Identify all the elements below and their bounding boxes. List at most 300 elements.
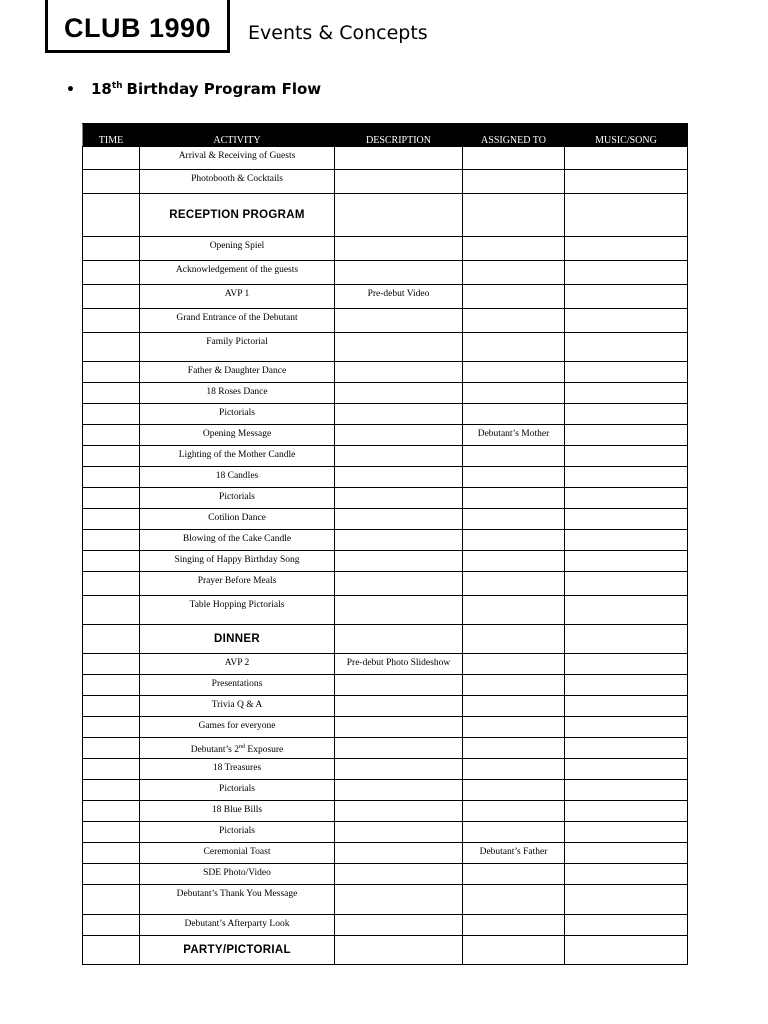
description-cell — [335, 425, 463, 446]
table-row — [83, 147, 688, 170]
music-song-cell — [565, 261, 688, 285]
activity-cell — [140, 654, 335, 675]
activity-cell — [140, 936, 335, 965]
assigned-to-cell — [463, 551, 565, 572]
music-song-cell — [565, 404, 688, 425]
time-cell — [83, 596, 140, 625]
activity-cell-text: Trivia Q & A — [211, 700, 263, 710]
assigned-to-cell — [463, 759, 565, 780]
activity-cell — [140, 822, 335, 843]
activity-cell — [140, 572, 335, 596]
time-cell-text — [85, 383, 137, 387]
description-cell-text — [337, 936, 460, 940]
assigned-to-cell-text — [465, 467, 562, 471]
music-song-cell-text — [567, 147, 685, 151]
music-song-cell — [565, 425, 688, 446]
activity-cell — [140, 467, 335, 488]
assigned-to-cell — [463, 194, 565, 237]
time-cell — [83, 170, 140, 194]
time-cell — [83, 446, 140, 467]
time-cell — [83, 864, 140, 885]
music-song-cell-text — [567, 915, 685, 919]
time-cell-text — [85, 467, 137, 471]
activity-cell-text: PARTY/PICTORIAL — [183, 943, 291, 956]
time-cell-text — [85, 362, 137, 366]
music-song-cell — [565, 843, 688, 864]
description-cell-text — [337, 780, 460, 784]
music-song-cell — [565, 675, 688, 696]
table-row — [83, 404, 688, 425]
assigned-to-cell-text — [465, 446, 562, 450]
music-song-cell-text — [567, 864, 685, 868]
music-song-cell-text — [567, 596, 685, 600]
assigned-to-cell — [463, 596, 565, 625]
table-row — [83, 596, 688, 625]
time-cell-text — [85, 696, 137, 700]
time-cell-text — [85, 717, 137, 721]
music-song-cell-text — [567, 425, 685, 429]
time-cell — [83, 509, 140, 530]
tagline: Events & Concepts — [248, 22, 428, 44]
time-cell — [83, 309, 140, 333]
activity-cell-text: Debutant’s Afterparty Look — [184, 919, 290, 929]
description-cell-text — [337, 717, 460, 721]
time-cell — [83, 572, 140, 596]
music-song-cell-text — [567, 843, 685, 847]
description-cell — [335, 237, 463, 261]
time-cell — [83, 488, 140, 509]
table-row — [83, 237, 688, 261]
table-row — [83, 530, 688, 551]
activity-cell-text: Games for everyone — [198, 721, 276, 731]
activity-cell — [140, 780, 335, 801]
music-song-cell — [565, 333, 688, 362]
assigned-to-cell — [463, 530, 565, 551]
time-cell — [83, 404, 140, 425]
activity-cell — [140, 843, 335, 864]
activity-cell — [140, 362, 335, 383]
description-cell — [335, 596, 463, 625]
activity-cell — [140, 285, 335, 309]
heading-number-suffix: th — [111, 81, 123, 91]
time-cell-text — [85, 675, 137, 679]
activity-cell-text: Pictorials — [219, 408, 255, 418]
activity-cell — [140, 425, 335, 446]
activity-cell-text: Debutant’s 2nd Exposure — [190, 744, 284, 755]
assigned-to-cell-text — [465, 404, 562, 408]
description-cell-text — [337, 446, 460, 450]
assigned-to-cell-text — [465, 261, 562, 265]
assigned-to-cell-text — [465, 822, 562, 826]
time-cell — [83, 780, 140, 801]
activity-cell-text: AVP 1 — [224, 289, 250, 299]
assigned-to-cell — [463, 780, 565, 801]
activity-cell-text: Pictorials — [219, 492, 255, 502]
table-row — [83, 654, 688, 675]
table-row — [83, 780, 688, 801]
activity-cell-text: Table Hopping Pictorials — [189, 600, 285, 610]
music-song-cell-text — [567, 738, 685, 742]
music-song-cell-text — [567, 625, 685, 629]
description-cell-text — [337, 551, 460, 555]
assigned-to-cell — [463, 864, 565, 885]
time-cell-text — [85, 147, 137, 151]
assigned-to-cell-text — [465, 333, 562, 337]
description-cell — [335, 864, 463, 885]
description-cell — [335, 261, 463, 285]
time-cell — [83, 530, 140, 551]
time-cell-text — [85, 654, 137, 658]
music-song-cell — [565, 147, 688, 170]
time-cell — [83, 467, 140, 488]
activity-cell — [140, 170, 335, 194]
activity-cell-text: Photobooth & Cocktails — [191, 174, 283, 184]
activity-cell-text: Ceremonial Toast — [203, 847, 271, 857]
assigned-to-cell-text — [465, 864, 562, 868]
description-cell-text — [337, 696, 460, 700]
description-cell-text — [337, 383, 460, 387]
activity-cell-text: Singing of Happy Birthday Song — [174, 555, 300, 565]
assigned-to-cell — [463, 738, 565, 759]
description-cell-text — [337, 885, 460, 889]
activity-cell-text: Blowing of the Cake Candle — [182, 534, 292, 544]
time-cell — [83, 551, 140, 572]
activity-cell-text: Grand Entrance of the Debutant — [176, 313, 298, 323]
music-song-cell-text — [567, 654, 685, 658]
time-cell — [83, 759, 140, 780]
assigned-to-cell — [463, 425, 565, 446]
music-song-cell — [565, 530, 688, 551]
time-cell-text — [85, 530, 137, 534]
assigned-to-cell — [463, 572, 565, 596]
logo-text: CLUB 1990 — [63, 12, 212, 43]
description-cell — [335, 843, 463, 864]
activity-cell-text: Prayer Before Meals — [197, 576, 277, 586]
time-cell — [83, 843, 140, 864]
music-song-cell — [565, 309, 688, 333]
table-row — [83, 509, 688, 530]
activity-cell — [140, 801, 335, 822]
description-cell-text — [337, 572, 460, 576]
activity-cell — [140, 237, 335, 261]
activity-cell-text: Acknowledgement of the guests — [175, 265, 299, 275]
activity-cell — [140, 309, 335, 333]
time-cell-text — [85, 915, 137, 919]
time-cell — [83, 261, 140, 285]
assigned-to-cell-text — [465, 625, 562, 629]
assigned-to-cell — [463, 333, 565, 362]
column-header-assigned-to: ASSIGNED TO — [463, 124, 565, 147]
music-song-cell-text — [567, 530, 685, 534]
time-cell-text — [85, 488, 137, 492]
table-row — [83, 801, 688, 822]
assigned-to-cell-text — [465, 738, 562, 742]
description-cell-text — [337, 170, 460, 174]
assigned-to-cell — [463, 717, 565, 738]
description-cell — [335, 654, 463, 675]
assigned-to-cell-text — [465, 936, 562, 940]
activity-cell — [140, 675, 335, 696]
assigned-to-cell-text — [465, 285, 562, 289]
description-cell-text — [337, 530, 460, 534]
time-cell-text — [85, 170, 137, 174]
bullet-icon: • — [66, 82, 75, 98]
music-song-cell-text — [567, 509, 685, 513]
activity-cell-text: Presentations — [211, 679, 263, 689]
music-song-cell-text — [567, 780, 685, 784]
time-cell-text — [85, 801, 137, 805]
time-cell-text — [85, 843, 137, 847]
description-cell — [335, 801, 463, 822]
assigned-to-cell — [463, 801, 565, 822]
time-cell-text — [85, 404, 137, 408]
column-header-activity: ACTIVITY — [140, 124, 335, 147]
activity-cell-text: 18 Candles — [215, 471, 259, 481]
table-row — [83, 936, 688, 965]
club-logo — [45, 0, 230, 53]
assigned-to-cell — [463, 309, 565, 333]
music-song-cell — [565, 717, 688, 738]
time-cell-text — [85, 738, 137, 742]
activity-cell-text: 18 Roses Dance — [206, 387, 268, 397]
activity-cell — [140, 333, 335, 362]
time-cell — [83, 822, 140, 843]
description-cell — [335, 170, 463, 194]
music-song-cell-text — [567, 333, 685, 337]
assigned-to-cell-text — [465, 194, 562, 198]
time-cell-text — [85, 572, 137, 576]
description-cell-text — [337, 362, 460, 366]
activity-cell-text: Arrival & Receiving of Guests — [178, 151, 296, 161]
assigned-to-cell-text — [465, 170, 562, 174]
music-song-cell — [565, 780, 688, 801]
music-song-cell-text — [567, 467, 685, 471]
description-cell — [335, 885, 463, 915]
description-cell — [335, 572, 463, 596]
description-cell — [335, 717, 463, 738]
table-row — [83, 864, 688, 885]
assigned-to-cell-text — [465, 572, 562, 576]
description-cell-text — [337, 467, 460, 471]
description-cell-text — [337, 675, 460, 679]
description-cell — [335, 551, 463, 572]
description-cell-text — [337, 801, 460, 805]
assigned-to-cell — [463, 446, 565, 467]
description-cell — [335, 147, 463, 170]
time-cell-text — [85, 194, 137, 198]
music-song-cell — [565, 822, 688, 843]
description-cell-text — [337, 333, 460, 337]
time-cell — [83, 333, 140, 362]
time-cell — [83, 801, 140, 822]
music-song-cell — [565, 509, 688, 530]
activity-cell-text: Pictorials — [219, 826, 255, 836]
description-cell — [335, 936, 463, 965]
music-song-cell-text — [567, 194, 685, 198]
time-cell — [83, 738, 140, 759]
music-song-cell-text — [567, 801, 685, 805]
music-song-cell-text — [567, 383, 685, 387]
table-row — [83, 759, 688, 780]
assigned-to-cell — [463, 404, 565, 425]
column-header-description: DESCRIPTION — [335, 124, 463, 147]
table-row — [83, 285, 688, 309]
assigned-to-cell-text — [465, 780, 562, 784]
description-cell — [335, 467, 463, 488]
description-cell — [335, 675, 463, 696]
table-row — [83, 467, 688, 488]
description-cell — [335, 285, 463, 309]
table-row — [83, 194, 688, 237]
table-row — [83, 717, 688, 738]
table-row — [83, 383, 688, 404]
description-cell-text — [337, 261, 460, 265]
music-song-cell — [565, 362, 688, 383]
description-cell-text — [337, 309, 460, 313]
music-song-cell — [565, 488, 688, 509]
description-cell-text — [337, 404, 460, 408]
description-cell — [335, 404, 463, 425]
time-cell-text — [85, 237, 137, 241]
assigned-to-cell — [463, 170, 565, 194]
assigned-to-cell — [463, 261, 565, 285]
time-cell — [83, 654, 140, 675]
table-row — [83, 362, 688, 383]
assigned-to-cell — [463, 654, 565, 675]
description-cell — [335, 625, 463, 654]
time-cell-text — [85, 759, 137, 763]
time-cell-text — [85, 936, 137, 940]
music-song-cell — [565, 885, 688, 915]
description-cell — [335, 738, 463, 759]
description-cell-text — [337, 915, 460, 919]
music-song-cell-text — [567, 936, 685, 940]
description-cell — [335, 915, 463, 936]
time-cell-text — [85, 425, 137, 429]
assigned-to-cell-text — [465, 383, 562, 387]
description-cell — [335, 446, 463, 467]
activity-cell — [140, 446, 335, 467]
activity-cell — [140, 915, 335, 936]
activity-cell-text: AVP 2 — [224, 658, 250, 668]
description-cell — [335, 383, 463, 404]
activity-cell — [140, 383, 335, 404]
activity-cell — [140, 488, 335, 509]
table-row — [83, 915, 688, 936]
time-cell — [83, 936, 140, 965]
time-cell — [83, 625, 140, 654]
description-cell-text — [337, 425, 460, 429]
description-cell-text — [337, 738, 460, 742]
music-song-cell — [565, 467, 688, 488]
table-row — [83, 822, 688, 843]
music-song-cell-text — [567, 696, 685, 700]
time-cell-text — [85, 309, 137, 313]
time-cell-text — [85, 625, 137, 629]
time-cell — [83, 915, 140, 936]
description-cell-text — [337, 596, 460, 600]
assigned-to-cell — [463, 625, 565, 654]
description-cell-text — [337, 864, 460, 868]
time-cell — [83, 885, 140, 915]
heading-number-value: 18 — [90, 80, 112, 98]
time-cell — [83, 194, 140, 237]
activity-cell-text: RECEPTION PROGRAM — [169, 208, 305, 221]
assigned-to-cell — [463, 362, 565, 383]
time-cell — [83, 362, 140, 383]
assigned-to-cell — [463, 488, 565, 509]
column-header-time: TIME — [83, 124, 140, 147]
description-cell-text: Pre-debut Video — [367, 289, 430, 299]
music-song-cell-text — [567, 261, 685, 265]
column-header-music-song: MUSIC/SONG — [565, 124, 688, 147]
music-song-cell — [565, 696, 688, 717]
music-song-cell-text — [567, 572, 685, 576]
assigned-to-cell-text — [465, 551, 562, 555]
music-song-cell-text — [567, 759, 685, 763]
time-cell — [83, 237, 140, 261]
activity-cell-text: Father & Daughter Dance — [187, 366, 287, 376]
assigned-to-cell — [463, 237, 565, 261]
music-song-cell — [565, 801, 688, 822]
table-row — [83, 261, 688, 285]
assigned-to-cell — [463, 843, 565, 864]
time-cell — [83, 383, 140, 404]
assigned-to-cell-text — [465, 147, 562, 151]
assigned-to-cell-text — [465, 509, 562, 513]
activity-cell-text: Pictorials — [219, 784, 255, 794]
activity-cell — [140, 551, 335, 572]
music-song-cell — [565, 738, 688, 759]
description-cell — [335, 309, 463, 333]
time-cell-text — [85, 822, 137, 826]
table-body — [83, 147, 688, 965]
table-row — [83, 625, 688, 654]
music-song-cell — [565, 572, 688, 596]
description-cell — [335, 530, 463, 551]
music-song-cell-text — [567, 717, 685, 721]
music-song-cell — [565, 285, 688, 309]
description-cell-text — [337, 625, 460, 629]
time-cell-text — [85, 780, 137, 784]
assigned-to-cell-text — [465, 530, 562, 534]
table-row — [83, 446, 688, 467]
music-song-cell — [565, 237, 688, 261]
assigned-to-cell-text — [465, 717, 562, 721]
music-song-cell — [565, 936, 688, 965]
activity-cell-text: SDE Photo/Video — [203, 868, 271, 878]
time-cell-text — [85, 261, 137, 265]
description-cell-text — [337, 822, 460, 826]
description-cell — [335, 696, 463, 717]
time-cell-text — [85, 885, 137, 889]
assigned-to-cell-text — [465, 915, 562, 919]
activity-cell-text: Family Pictorial — [206, 337, 268, 347]
activity-cell — [140, 404, 335, 425]
music-song-cell — [565, 759, 688, 780]
time-cell-text — [85, 285, 137, 289]
music-song-cell — [565, 170, 688, 194]
description-cell-text — [337, 509, 460, 513]
time-cell — [83, 696, 140, 717]
description-cell-text — [337, 147, 460, 151]
table-row — [83, 675, 688, 696]
music-song-cell-text — [567, 551, 685, 555]
music-song-cell-text — [567, 822, 685, 826]
table-row — [83, 885, 688, 915]
music-song-cell-text — [567, 362, 685, 366]
music-song-cell-text — [567, 675, 685, 679]
